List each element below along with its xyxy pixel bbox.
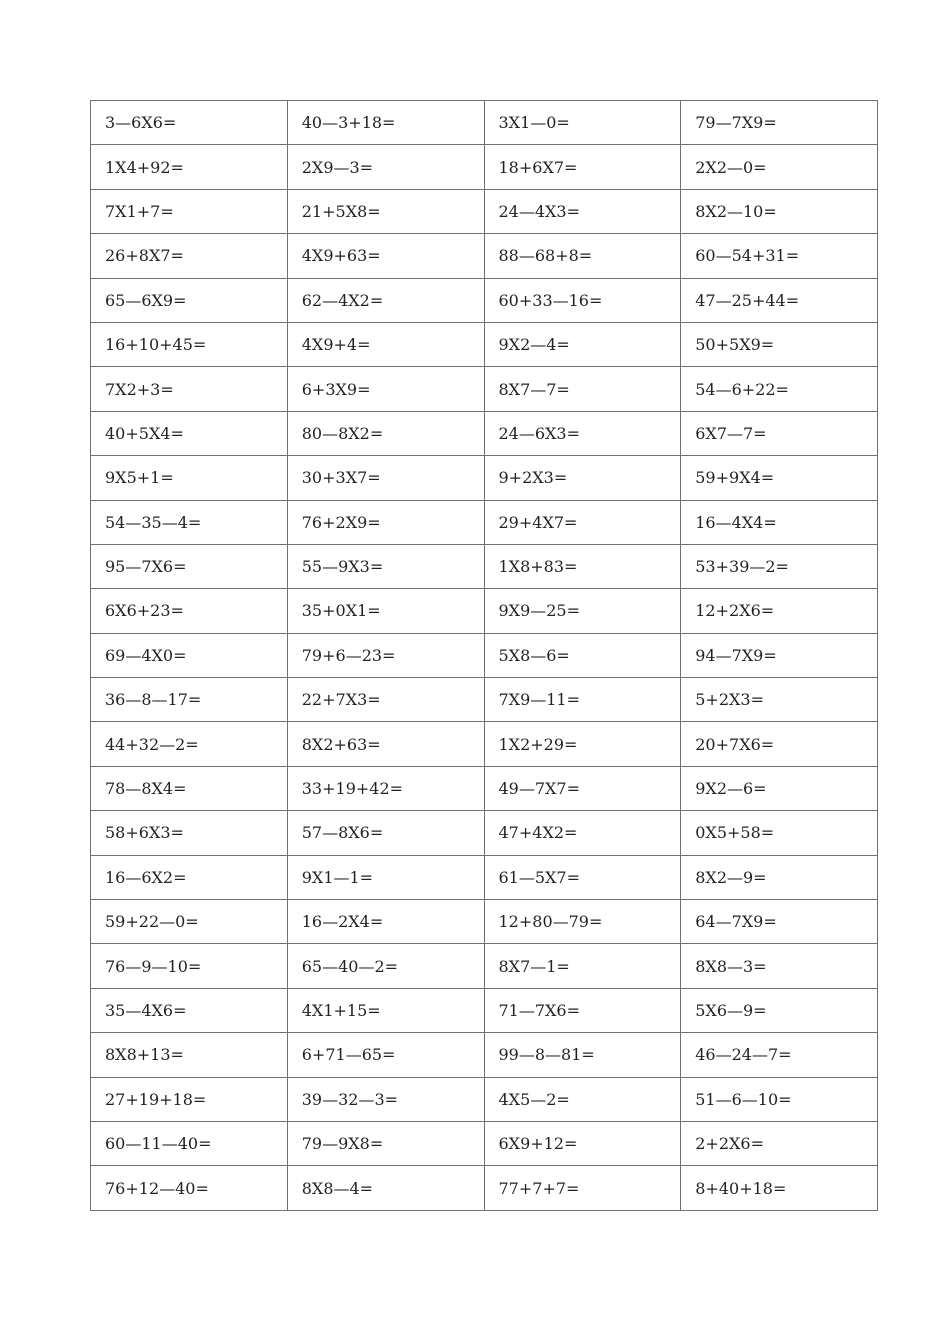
table-row [91,811,878,855]
table-row [91,988,878,1032]
problem-cell: 51—6—10= [681,1077,878,1121]
problem-cell: 60—11—40= [91,1121,288,1165]
problem-cell: 5X8—6= [484,633,681,677]
problem-cell: 16—2X4= [287,900,484,944]
table-row [91,367,878,411]
problem-cell: 40+5X4= [91,411,288,455]
table-row [91,189,878,233]
problem-cell: 1X2+29= [484,722,681,766]
worksheet-body [91,101,878,1211]
problem-cell: 6+3X9= [287,367,484,411]
problem-cell: 12+2X6= [681,589,878,633]
problem-cell: 5+2X3= [681,678,878,722]
problem-cell: 59+9X4= [681,456,878,500]
problem-cell: 9X2—4= [484,322,681,366]
problem-cell: 88—68+8= [484,234,681,278]
table-row [91,101,878,145]
problem-cell: 8X7—7= [484,367,681,411]
problem-cell: 21+5X8= [287,189,484,233]
problem-cell: 39—32—3= [287,1077,484,1121]
problem-cell: 50+5X9= [681,322,878,366]
problem-cell: 8X8—3= [681,944,878,988]
problem-cell: 29+4X7= [484,500,681,544]
problem-cell: 95—7X6= [91,544,288,588]
problem-cell: 60—54+31= [681,234,878,278]
table-row [91,900,878,944]
problem-cell: 8X8+13= [91,1033,288,1077]
problem-cell: 79—9X8= [287,1121,484,1165]
problem-cell: 62—4X2= [287,278,484,322]
problem-cell: 54—35—4= [91,500,288,544]
problem-cell: 77+7+7= [484,1166,681,1210]
problem-cell: 65—40—2= [287,944,484,988]
table-row [91,322,878,366]
problem-cell: 8X2—10= [681,189,878,233]
problem-cell: 24—4X3= [484,189,681,233]
problem-cell: 71—7X6= [484,988,681,1032]
problem-cell: 0X5+58= [681,811,878,855]
table-row [91,544,878,588]
problem-cell: 79—7X9= [681,101,878,145]
problem-cell: 59+22—0= [91,900,288,944]
problem-cell: 76+12—40= [91,1166,288,1210]
problem-cell: 33+19+42= [287,766,484,810]
problem-cell: 60+33—16= [484,278,681,322]
table-row [91,234,878,278]
problem-cell: 94—7X9= [681,633,878,677]
table-row [91,1166,878,1210]
problem-cell: 49—7X7= [484,766,681,810]
problem-cell: 26+8X7= [91,234,288,278]
problem-cell: 8+40+18= [681,1166,878,1210]
problem-cell: 4X5—2= [484,1077,681,1121]
problem-cell: 7X1+7= [91,189,288,233]
problem-cell: 3—6X6= [91,101,288,145]
problem-cell: 64—7X9= [681,900,878,944]
problem-cell: 8X7—1= [484,944,681,988]
problem-cell: 47+4X2= [484,811,681,855]
problem-cell: 44+32—2= [91,722,288,766]
table-row [91,145,878,189]
problem-cell: 6+71—65= [287,1033,484,1077]
table-row [91,1077,878,1121]
table-row [91,944,878,988]
table-row [91,411,878,455]
problem-cell: 3X1—0= [484,101,681,145]
problem-cell: 6X7—7= [681,411,878,455]
problem-cell: 1X8+83= [484,544,681,588]
problem-cell: 9X1—1= [287,855,484,899]
problem-cell: 79+6—23= [287,633,484,677]
problem-cell: 9+2X3= [484,456,681,500]
problem-cell: 16+10+45= [91,322,288,366]
problem-cell: 80—8X2= [287,411,484,455]
problem-cell: 57—8X6= [287,811,484,855]
problem-cell: 4X9+4= [287,322,484,366]
table-row [91,278,878,322]
problem-cell: 24—6X3= [484,411,681,455]
problem-cell: 27+19+18= [91,1077,288,1121]
problem-cell: 58+6X3= [91,811,288,855]
problem-cell: 36—8—17= [91,678,288,722]
table-row [91,1033,878,1077]
table-row [91,722,878,766]
problem-cell: 22+7X3= [287,678,484,722]
problem-cell: 5X6—9= [681,988,878,1032]
problem-cell: 12+80—79= [484,900,681,944]
problem-cell: 8X8—4= [287,1166,484,1210]
problem-cell: 35+0X1= [287,589,484,633]
problem-cell: 7X2+3= [91,367,288,411]
problem-cell: 61—5X7= [484,855,681,899]
problem-cell: 40—3+18= [287,101,484,145]
problem-cell: 46—24—7= [681,1033,878,1077]
problem-cell: 8X2—9= [681,855,878,899]
problem-cell: 9X5+1= [91,456,288,500]
problem-cell: 9X9—25= [484,589,681,633]
table-row [91,500,878,544]
problem-cell: 69—4X0= [91,633,288,677]
table-row [91,633,878,677]
table-row [91,589,878,633]
problem-cell: 35—4X6= [91,988,288,1032]
problem-cell: 4X9+63= [287,234,484,278]
problem-cell: 78—8X4= [91,766,288,810]
problem-cell: 8X2+63= [287,722,484,766]
problem-cell: 7X9—11= [484,678,681,722]
table-row [91,678,878,722]
problem-cell: 9X2—6= [681,766,878,810]
problem-cell: 2+2X6= [681,1121,878,1165]
problem-cell: 16—4X4= [681,500,878,544]
problem-cell: 76+2X9= [287,500,484,544]
problem-cell: 6X6+23= [91,589,288,633]
problem-cell: 65—6X9= [91,278,288,322]
problem-cell: 53+39—2= [681,544,878,588]
problem-cell: 55—9X3= [287,544,484,588]
problem-cell: 99—8—81= [484,1033,681,1077]
arithmetic-worksheet-table [90,100,878,1211]
problem-cell: 30+3X7= [287,456,484,500]
problem-cell: 76—9—10= [91,944,288,988]
problem-cell: 2X9—3= [287,145,484,189]
problem-cell: 54—6+22= [681,367,878,411]
problem-cell: 6X9+12= [484,1121,681,1165]
problem-cell: 18+6X7= [484,145,681,189]
problem-cell: 1X4+92= [91,145,288,189]
problem-cell: 16—6X2= [91,855,288,899]
table-row [91,766,878,810]
problem-cell: 2X2—0= [681,145,878,189]
problem-cell: 4X1+15= [287,988,484,1032]
problem-cell: 47—25+44= [681,278,878,322]
table-row [91,855,878,899]
problem-cell: 20+7X6= [681,722,878,766]
table-row [91,456,878,500]
table-row [91,1121,878,1165]
